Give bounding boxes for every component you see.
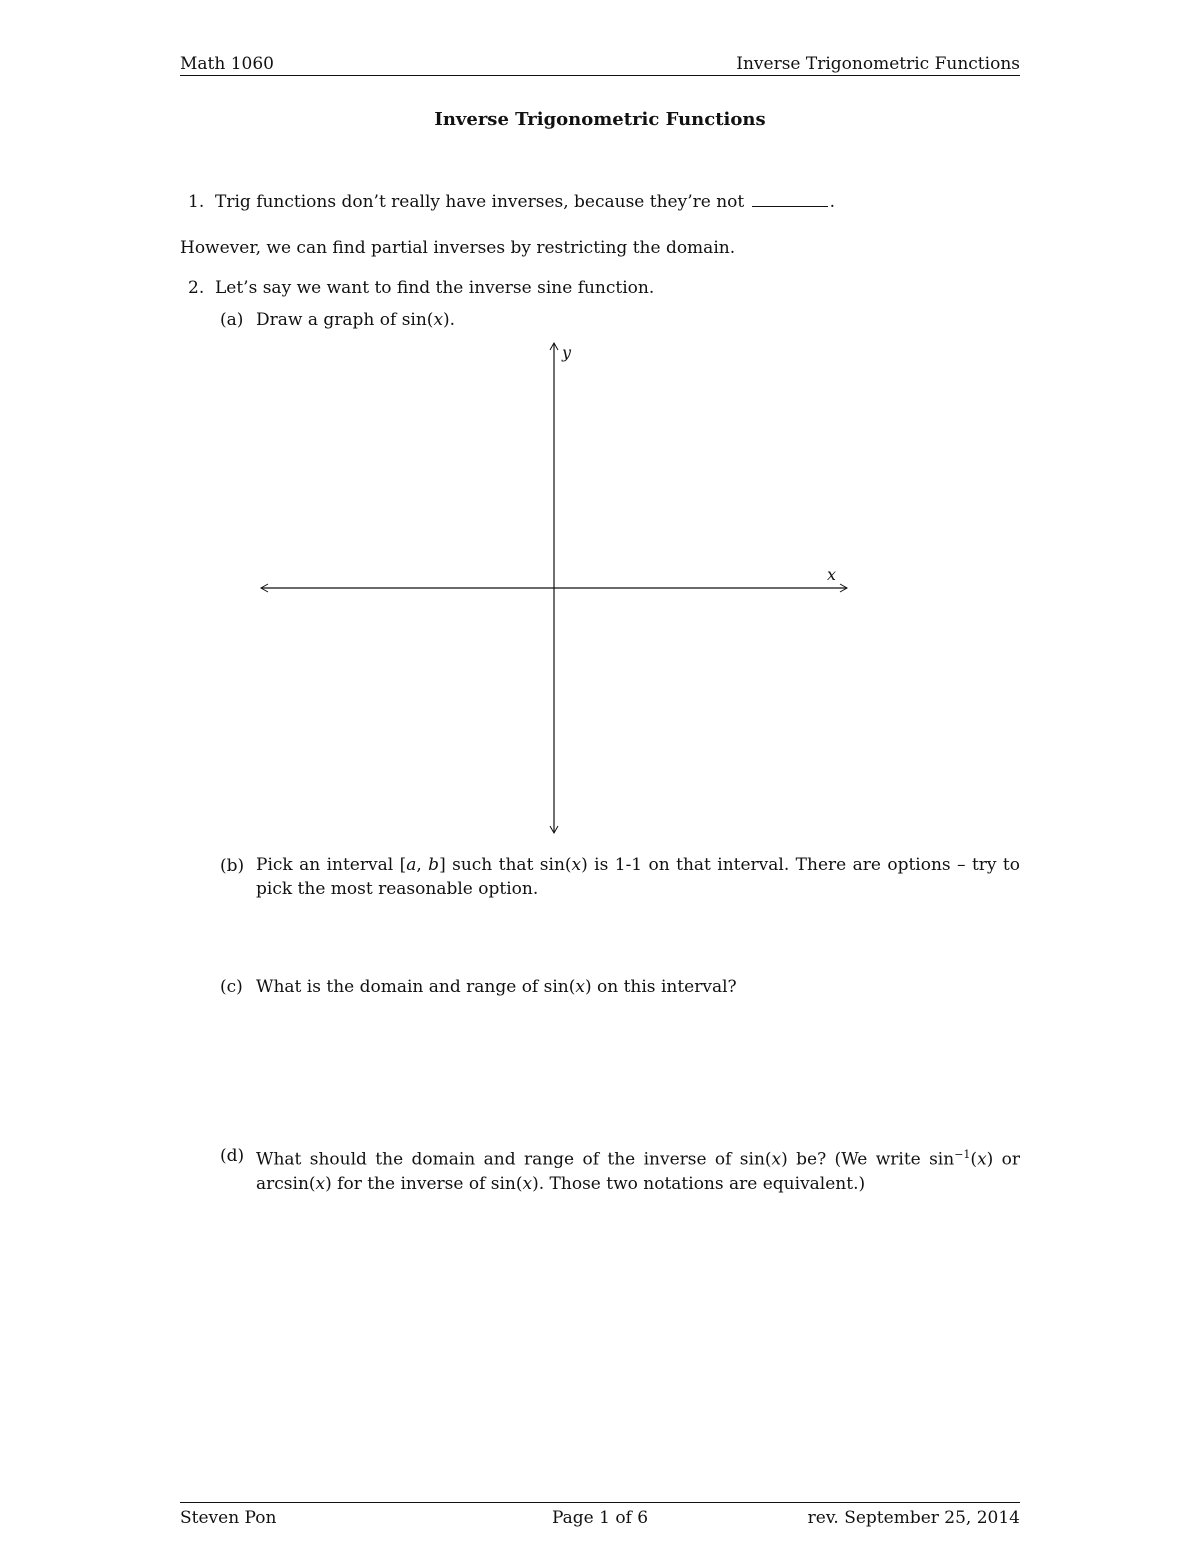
question-2-number: 2.	[188, 278, 205, 298]
part-a-label: (a)	[220, 310, 244, 330]
footer-page-number: Page 1 of 6	[551, 1508, 649, 1528]
part-b-text: Pick an interval [a, b] such that sin(x) is 1-1 on that interval. There are options – try to pick the most reasonable option.	[256, 855, 1020, 899]
question-2-text: Let’s say we want to find the inverse sine function.	[215, 278, 655, 298]
footer-revision: rev. September 25, 2014	[807, 1508, 1020, 1528]
page-title: Inverse Trigonometric Functions	[434, 109, 766, 130]
question-1-end: .	[829, 192, 836, 212]
question-1	[215, 192, 835, 212]
footer-rule	[180, 1502, 1020, 1503]
coordinate-axes[interactable]	[250, 336, 860, 840]
header-rule	[180, 75, 1020, 76]
footer-author: Steven Pon	[180, 1508, 277, 1528]
header-course: Math 1060	[180, 54, 274, 74]
question-1-number: 1.	[188, 192, 205, 212]
part-a-text: Draw a graph of sin(x).	[256, 310, 456, 330]
part-d-text: What should the domain and range of the inverse of sin(x) be? (We write $\sin^{-1}(x)$ or arcsin(x) for the inverse of sin(x). Those two notations are equivalent.)	[256, 1148, 1021, 1194]
part-d-label: (d)	[220, 1146, 245, 1166]
question-1-text: Trig functions don’t really have inverses, because they’re not	[215, 192, 745, 212]
header-topic: Inverse Trigonometric Functions	[736, 54, 1020, 74]
part-c-text: What is the domain and range of sin(x) on this interval?	[256, 977, 737, 997]
part-c-label: (c)	[220, 977, 243, 997]
y-axis-label: y	[562, 343, 572, 362]
note-text: However, we can find partial inverses by restricting the domain.	[180, 238, 736, 258]
part-b-label: (b)	[220, 856, 245, 876]
answer-blank[interactable]	[752, 194, 828, 207]
x-axis-label: x	[827, 565, 837, 584]
